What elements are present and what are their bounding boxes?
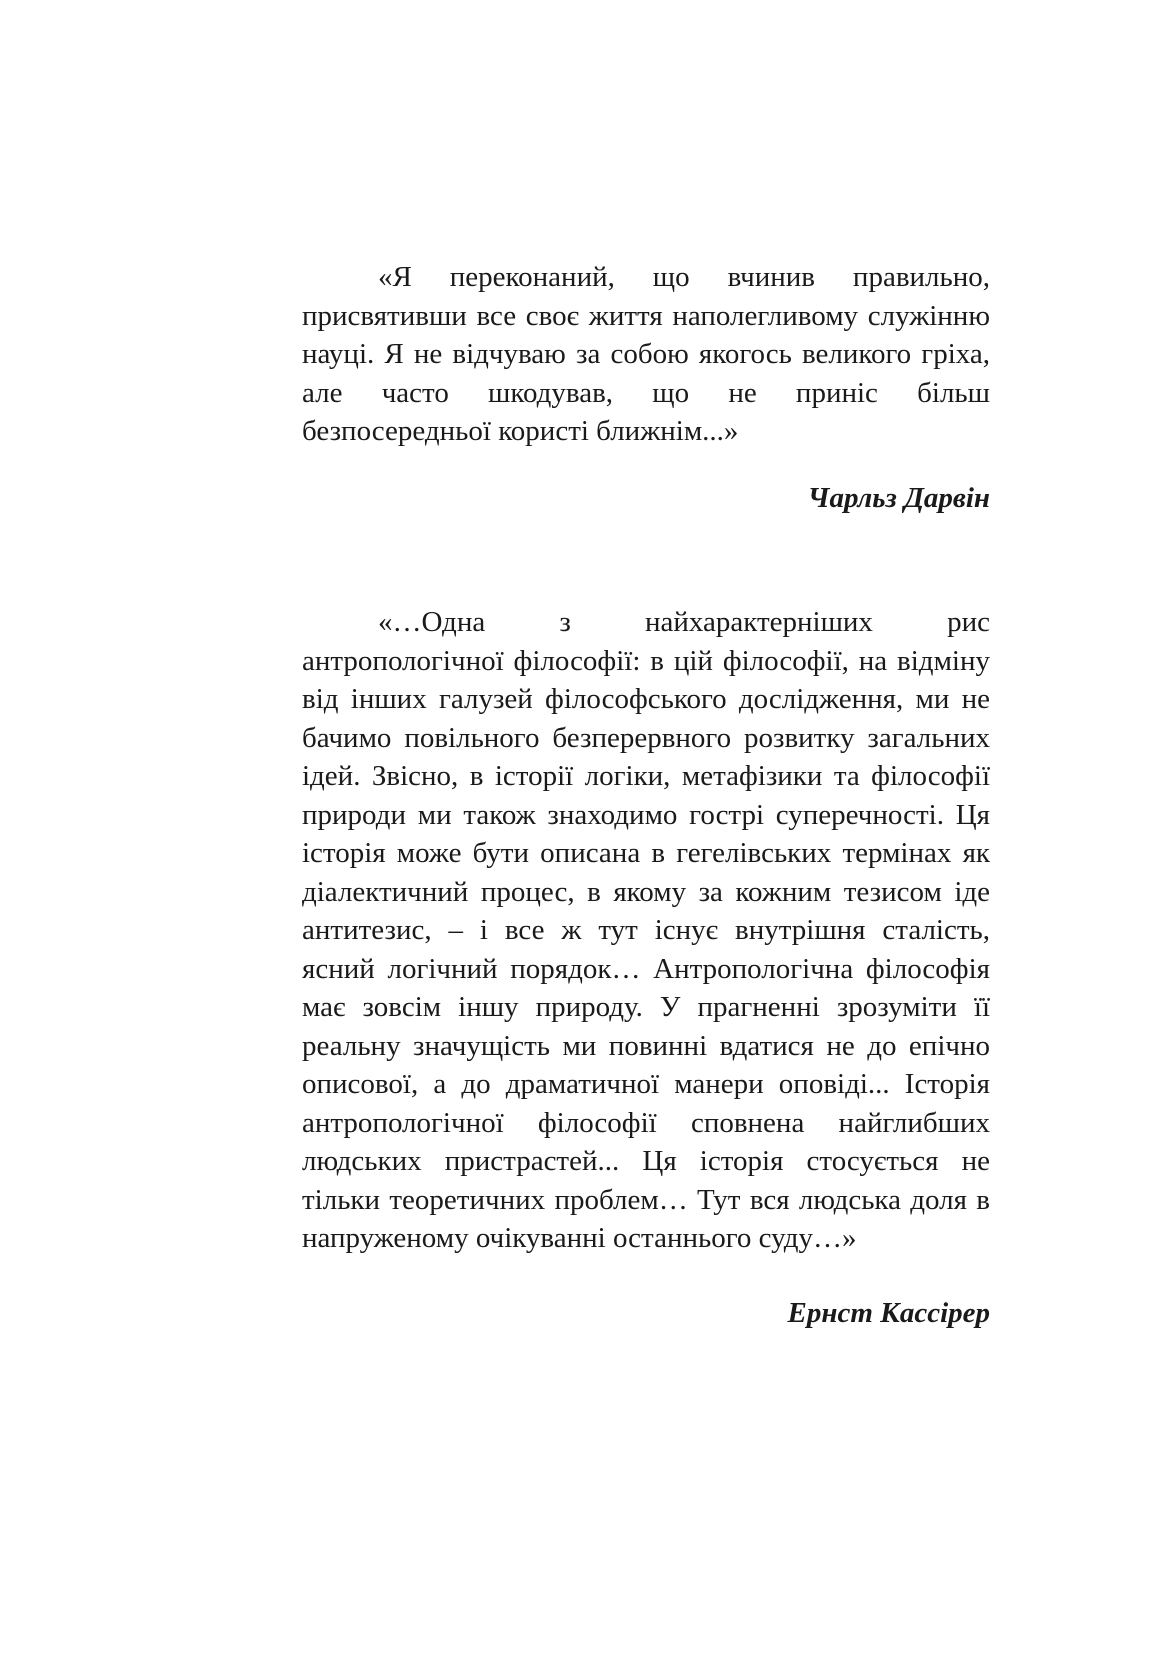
epigraph-cassirer: [302, 603, 990, 1332]
quote-author: Ернст Кассірер: [787, 1296, 990, 1329]
quote-text: «…Одна з найхарактерніших рис антропологічної філософії: в цій філософії, на відміну від інших галузей філософського дослідження, ми не бачимо повільного безперервного розвитку загальних ідей. Звісно, в історії логіки, метафізики та філософії природи ми також знаходимо гострі суперечності. Ця історія може бути описана в гегелівських термінах як діалектичний процес, в якому за кожним тезисом іде антитезис, – і все ж тут існує внутрішня сталість, ясний логічний порядок… Антропологічна філософія має зовсім іншу природу. У прагненні зрозуміти її реальну значущість ми повинні вдатися не до епічно описової, а до драматичної манери оповіді... Історія антропологічної філософії сповнена найглибших людських пристрастей... Ця історія стосується не тільки теоретичних проблем… Тут вся людська доля в напруженому очікуванні останнього суду…»: [302, 606, 990, 1254]
quote-author: Чарльз Дарвін: [807, 481, 990, 514]
epigraph-darwin: [302, 258, 990, 517]
quote-text: «Я переконаний, що вчинив правильно, присвятивши все своє життя наполегливому служінню науці. Я не відчуваю за собою якогось великого гріха, але часто шкодував, що не приніс більш безпосередньої користі ближнім...»: [302, 261, 990, 447]
